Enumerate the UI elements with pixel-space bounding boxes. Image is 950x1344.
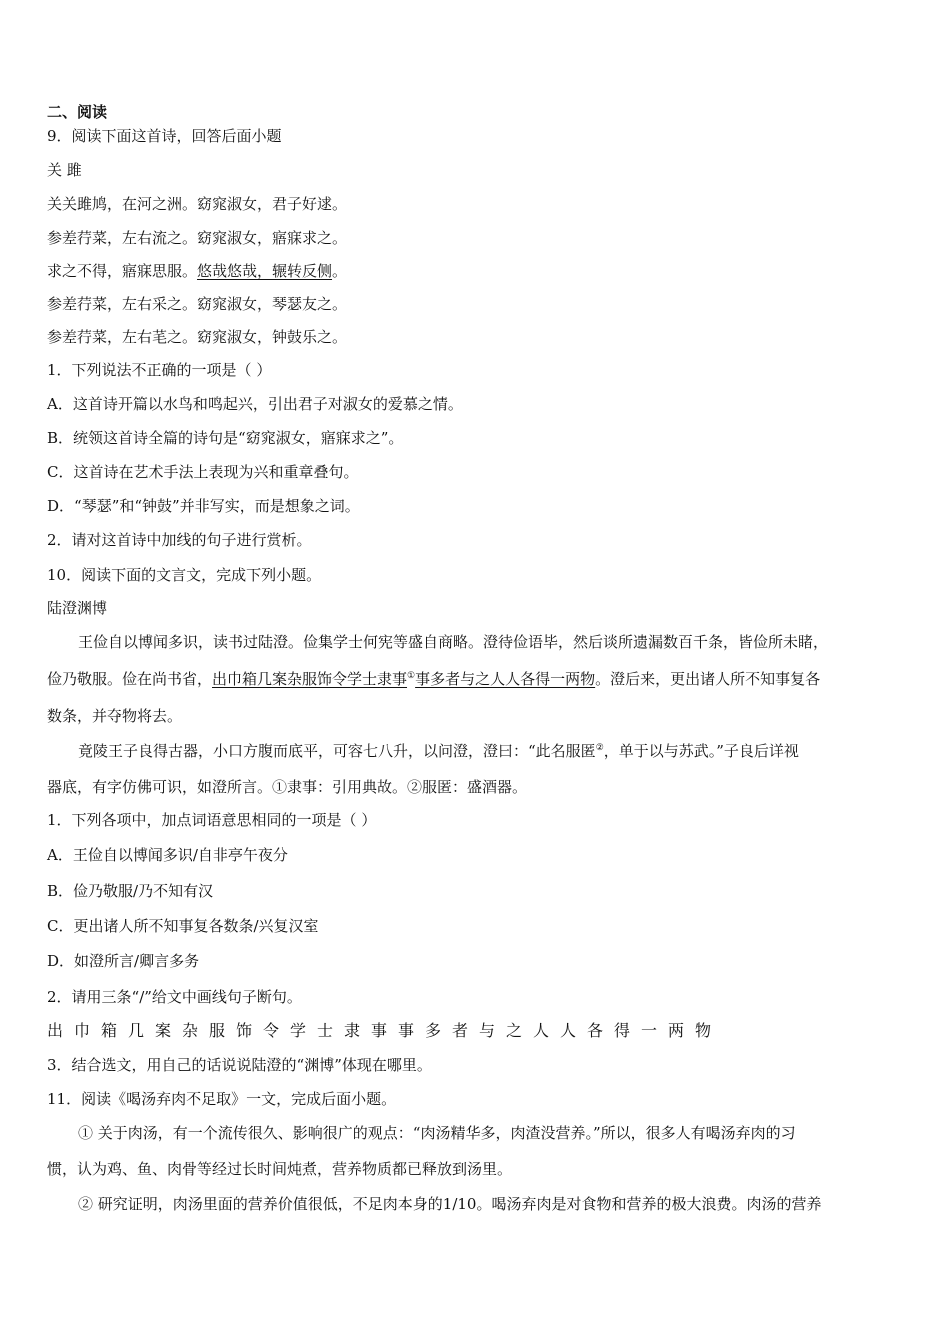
q9-sub1-option-d: D．“琴瑟”和“钟鼓”并非写实，而是想象之词。 <box>47 497 360 515</box>
poem-line-2: 参差荇菜，左右流之。窈窕淑女，寤寐求之。 <box>47 229 348 247</box>
q10-sub2-chars: 出巾箱几案杂服饰令学士隶事事多者与之人人各得一两物 <box>47 1021 723 1040</box>
poem-line-5: 参差荇菜，左右芼之。窈窕淑女，钟鼓乐之。 <box>47 328 348 346</box>
q10-sub1-stem: 1．下列各项中，加点词语意思相同的一项是（ ） <box>47 811 377 829</box>
q11-prompt: 11．阅读《喝汤弃肉不足取》一文，完成后面小题。 <box>47 1090 397 1108</box>
poem-line-4: 参差荇菜，左右采之。窈窕淑女，琴瑟友之。 <box>47 295 348 313</box>
q11-p2-line1: ② 研究证明，肉汤里面的营养价值很低，不足肉本身的1/10。喝汤弃肉是对食物和营养的极大浪费。肉汤的营养 <box>78 1195 822 1213</box>
poem-line-3-post: 。 <box>332 262 348 280</box>
q10-p2-line1 <box>78 741 799 761</box>
q10-underlined-part1: 出巾箱几案杂服饰令学士隶事 <box>212 670 408 688</box>
q9-sub2-stem: 2．请对这首诗中加线的句子进行赏析。 <box>47 531 312 549</box>
poem-line-3-underlined: 悠哉悠哉，辗转反侧 <box>197 262 333 280</box>
q9-sub1-option-a: A．这首诗开篇以水鸟和鸣起兴，引出君子对淑女的爱慕之情。 <box>47 395 463 413</box>
q11-p1-line1: ① 关于肉汤，有一个流传很久、影响很广的观点：“肉汤精华多，肉渣没营养。”所以，很多人有喝汤弃肉的习 <box>78 1124 796 1142</box>
q10-sub1-option-d: D．如澄所言/卿言多务 <box>47 952 200 970</box>
q9-prompt: 9．阅读下面这首诗，回答后面小题 <box>47 127 282 145</box>
footnote-mark-2: ② <box>595 743 604 753</box>
q10-sub1-option-a: A．王俭自以博闻多识/自非亭午夜分 <box>47 846 288 864</box>
q9-sub1-option-c: C．这首诗在艺术手法上表现为兴和重章叠句。 <box>47 463 359 481</box>
footnote-mark-1: ① <box>407 671 416 681</box>
q10-sub2-stem: 2．请用三条“/”给文中画线句子断句。 <box>47 988 302 1006</box>
q10-p1-line2-post: 。澄后来，更出诸人所不知事复各 <box>595 670 821 688</box>
q9-sub1-stem: 1．下列说法不正确的一项是（ ） <box>47 361 272 379</box>
q11-p1-line2: 惯，认为鸡、鱼、肉骨等经过长时间炖煮，营养物质都已释放到汤里。 <box>47 1160 513 1178</box>
poem-line-1: 关关雎鸠，在河之洲。窈窕淑女，君子好逑。 <box>47 195 348 213</box>
q10-sub1-option-b: B．俭乃敬服/乃不知有汉 <box>47 882 214 900</box>
q10-underlined-part2: 事多者与之人人各得一两物 <box>415 670 596 688</box>
poem-title: 关 雎 <box>47 161 82 179</box>
q10-p1-line1: 王俭自以博闻多识，读书过陆澄。俭集学士何宪等盛自商略。澄待俭语毕，然后谈所遗漏数百千条，皆俭所未睹， <box>78 633 829 651</box>
q10-p2-line1-post: ，单于以与苏武。”子良后详视 <box>603 742 799 760</box>
q10-sub3-stem: 3．结合选文，用自己的话说说陆澄的“渊博”体现在哪里。 <box>47 1056 432 1074</box>
section-title: 二、阅读 <box>47 103 108 121</box>
q10-p2-line2: 器底，有字仿佛可识，如澄所言。①隶事：引用典故。②服匿：盛酒器。 <box>47 778 528 796</box>
q10-prompt: 10．阅读下面的文言文，完成下列小题。 <box>47 566 322 584</box>
passage-title: 陆澄渊博 <box>47 599 108 617</box>
q10-sub1-option-c: C．更出诸人所不知事复各数条/兴复汉室 <box>47 917 319 935</box>
q10-p1-line2 <box>47 669 820 689</box>
q10-p1-line3: 数条，并夺物将去。 <box>47 707 183 725</box>
poem-line-3-pre: 求之不得，寤寐思服。 <box>47 262 198 280</box>
q9-sub1-option-b: B．统领这首诗全篇的诗句是“窈窕淑女，寤寐求之”。 <box>47 429 404 447</box>
q10-p1-line2-pre: 俭乃敬服。俭在尚书省， <box>47 670 213 688</box>
poem-line-3 <box>47 261 347 281</box>
q10-p2-line1-text: 竟陵王子良得古器，小口方腹而底平，可容七八升，以问澄，澄曰：“此名服匿 <box>78 742 596 760</box>
